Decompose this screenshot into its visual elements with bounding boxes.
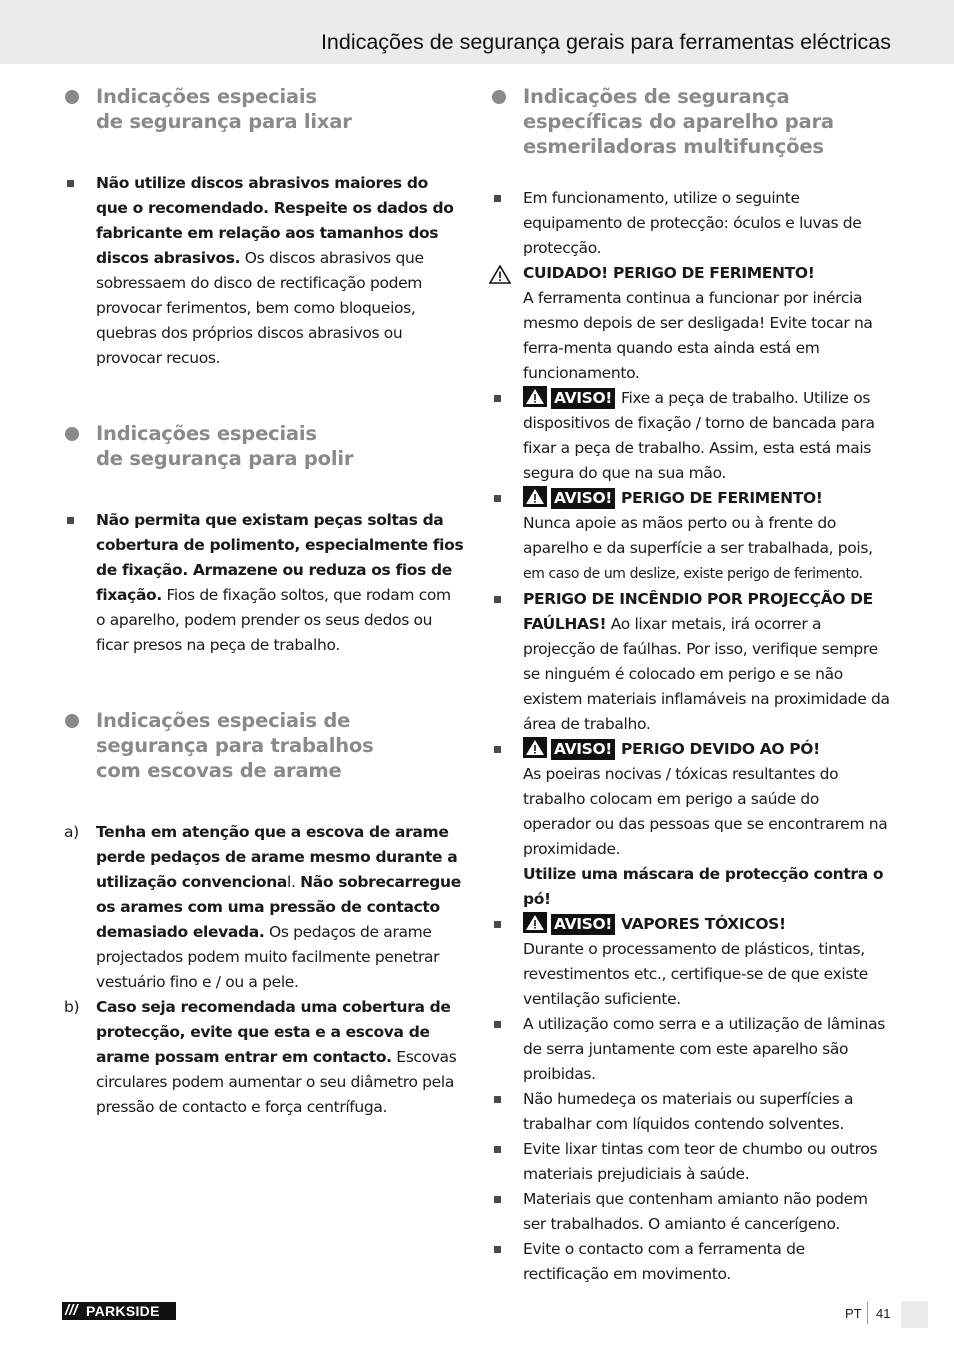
list-item-b [62, 995, 464, 1120]
square-bullet-icon [67, 517, 74, 524]
list-item [489, 1137, 891, 1187]
parkside-logo [62, 1302, 176, 1320]
section-bullet-icon [65, 427, 79, 441]
section-heading [96, 708, 464, 783]
aviso-badge: AVISO! [551, 388, 615, 409]
section-bullet-icon [65, 714, 79, 728]
item-text: Nunca apoie as mãos perto ou à frente do aparelho e da superfície a ser trabalhada, pois, [523, 514, 873, 557]
item-text: em caso de um deslize, existe perigo de ferimento. [523, 566, 863, 582]
heading-line: com escovas de arame [96, 759, 342, 782]
list-item [489, 1187, 891, 1237]
item-text: A utilização como serra e a utilização de lâminas de serra juntamente com este aparelho são proibidas. [523, 1015, 885, 1083]
item-text: Os pedaços de arame projectados podem muito facilmente penetrar vestuário fino e / ou a pele. [96, 923, 440, 991]
square-bullet-icon [67, 180, 74, 187]
item-bold-text: VAPORES TÓXICOS! [621, 915, 786, 933]
item-text: Evite lixar tintas com teor de chumbo ou outros materiais prejudiciais à saúde. [523, 1140, 878, 1183]
list-item [489, 1087, 891, 1137]
list-item [489, 486, 891, 587]
item-bold-text: Não sobrecarregue os arames com uma pressão de contacto demasiado elevada. [96, 873, 461, 941]
list-item [489, 587, 891, 737]
square-bullet-icon [494, 195, 501, 202]
item-text: Não humedeça os materiais ou superfícies a trabalhar com líquidos contendo solventes. [523, 1090, 854, 1133]
item-text: Fios de fixação soltos, que rodam com o aparelho, podem prender os seus dedos ou ficar presos na peça de trabalho. [96, 586, 451, 654]
square-bullet-icon [494, 1246, 501, 1253]
warning-triangle-icon [523, 737, 547, 758]
square-bullet-icon [494, 1096, 501, 1103]
square-bullet-icon [494, 395, 501, 402]
item-text: Os discos abrasivos que sobressaem do disco de rectificação podem provocar ferimentos, bem como bloqueios, quebras dos próprios discos abrasivos ou provocar recuos. [96, 249, 424, 367]
item-text: l. [287, 873, 296, 891]
section-bullet-icon [65, 90, 79, 104]
item-bold-text: CUIDADO! PERIGO DE FERIMENTO! [523, 264, 815, 282]
warning-triangle-icon [523, 912, 547, 933]
item-bold-text: Tenha em atenção que a escova de arame perde pedaços de arame mesmo durante a utilização convenciona [96, 823, 458, 891]
item-bold-text: PERIGO DE INCÊNDIO POR PROJECÇÃO DE FAÚLHAS! [523, 590, 873, 633]
page-header [0, 0, 954, 64]
square-bullet-icon [494, 1021, 501, 1028]
footer-language: PT [845, 1306, 862, 1321]
section-escovas [62, 708, 464, 783]
section-esmeriladoras [489, 84, 891, 159]
item-bold-text: PERIGO DE FERIMENTO! [621, 489, 823, 507]
list-item-a [62, 820, 464, 995]
list-item [489, 386, 891, 486]
list-item [489, 1237, 891, 1287]
item-letter: a) [64, 823, 79, 841]
heading-line: de segurança para polir [96, 447, 354, 470]
item-text: Fixe a peça de trabalho. Utilize os dispositivos de fixação / torno de bancada para fixar a peça de trabalho. Assim, esta está mais segura do que na sua mão. [523, 389, 875, 482]
list-item [489, 1012, 891, 1087]
square-bullet-icon [494, 1146, 501, 1153]
section-heading [523, 84, 891, 159]
section-heading [96, 421, 464, 471]
item-text: Escovas circulares podem aumentar o seu diâmetro pela pressão de contacto e força centrífuga. [96, 1048, 457, 1116]
heading-line: específicas do aparelho para [523, 110, 834, 133]
section-polir [62, 421, 464, 471]
page-number: 41 [876, 1306, 891, 1321]
warning-triangle-icon [489, 265, 511, 284]
list-item [489, 912, 891, 1012]
list-item [489, 186, 891, 261]
aviso-badge: AVISO! [551, 488, 615, 509]
item-text: Materiais que contenham amianto não podem ser trabalhados. O amianto é cancerígeno. [523, 1190, 868, 1233]
item-text: Ao lixar metais, irá ocorrer a projecção de faúlhas. Por isso, verifique sempre se ninguém é colocado em perigo e se não existem materiais inflamáveis na proximidade da área de trabalho. [523, 615, 890, 733]
logo-slashes: /// [65, 1302, 78, 1319]
list-item [62, 171, 464, 371]
item-bold-text: Caso seja recomendada uma cobertura de protecção, evite que esta e a escova de arame possam entrar em contacto. [96, 998, 451, 1066]
list-item [62, 508, 464, 658]
left-column [62, 84, 464, 1120]
square-bullet-icon [494, 495, 501, 502]
heading-line: esmeriladoras multifunções [523, 135, 824, 158]
logo-text: PARKSIDE [86, 1303, 160, 1319]
item-text: A ferramenta continua a funcionar por inércia mesmo depois de ser desligada! Evite tocar na ferra-menta quando esta ainda está em funcionamento. [523, 289, 873, 382]
aviso-badge: AVISO! [551, 914, 615, 935]
section-bullet-icon [492, 90, 506, 104]
item-bold-text: Não utilize discos abrasivos maiores do que o recomendado. Respeite os dados do fabricante em relação aos tamanhos dos discos abrasivos. [96, 174, 454, 267]
item-text: Em funcionamento, utilize o seguinte equipamento de protecção: óculos e luvas de protecção. [523, 189, 862, 257]
item-bold-text: PERIGO DEVIDO AO PÓ! [621, 740, 820, 758]
section-heading [96, 84, 464, 134]
heading-line: Indicações especiais [96, 85, 317, 108]
footer-divider [867, 1302, 868, 1324]
right-column [489, 84, 891, 1287]
heading-line: Indicações especiais de [96, 709, 351, 732]
item-bold-text: Não permita que existam peças soltas da cobertura de polimento, especialmente fios de fixação. Armazene ou reduza os fios de fixação. [96, 511, 464, 604]
list-item-caution [489, 261, 891, 386]
heading-line: de segurança para lixar [96, 110, 352, 133]
warning-triangle-icon [523, 486, 547, 507]
heading-line: segurança para trabalhos [96, 734, 374, 757]
footer-tab-box [901, 1301, 928, 1328]
heading-line: Indicações especiais [96, 422, 317, 445]
square-bullet-icon [494, 921, 501, 928]
item-text: Durante o processamento de plásticos, tintas, revestimentos etc., certifique-se de que existe ventilação suficiente. [523, 940, 868, 1008]
square-bullet-icon [494, 746, 501, 753]
heading-line: Indicações de segurança [523, 85, 790, 108]
list-item [489, 737, 891, 912]
square-bullet-icon [494, 1196, 501, 1203]
warning-triangle-icon [523, 386, 547, 407]
section-lixar [62, 84, 464, 134]
aviso-badge: AVISO! [551, 739, 615, 760]
item-bold-text: Utilize uma máscara de protecção contra o pó! [523, 865, 884, 908]
page-title: Indicações de segurança gerais para ferramentas eléctricas [320, 30, 891, 54]
square-bullet-icon [494, 596, 501, 603]
item-letter: b) [64, 998, 80, 1016]
item-text: Evite o contacto com a ferramenta de rectificação em movimento. [523, 1240, 805, 1283]
item-text: As poeiras nocivas / tóxicas resultantes do trabalho colocam em perigo a saúde do operador ou das pessoas que se encontrarem na proximidade. [523, 765, 888, 858]
